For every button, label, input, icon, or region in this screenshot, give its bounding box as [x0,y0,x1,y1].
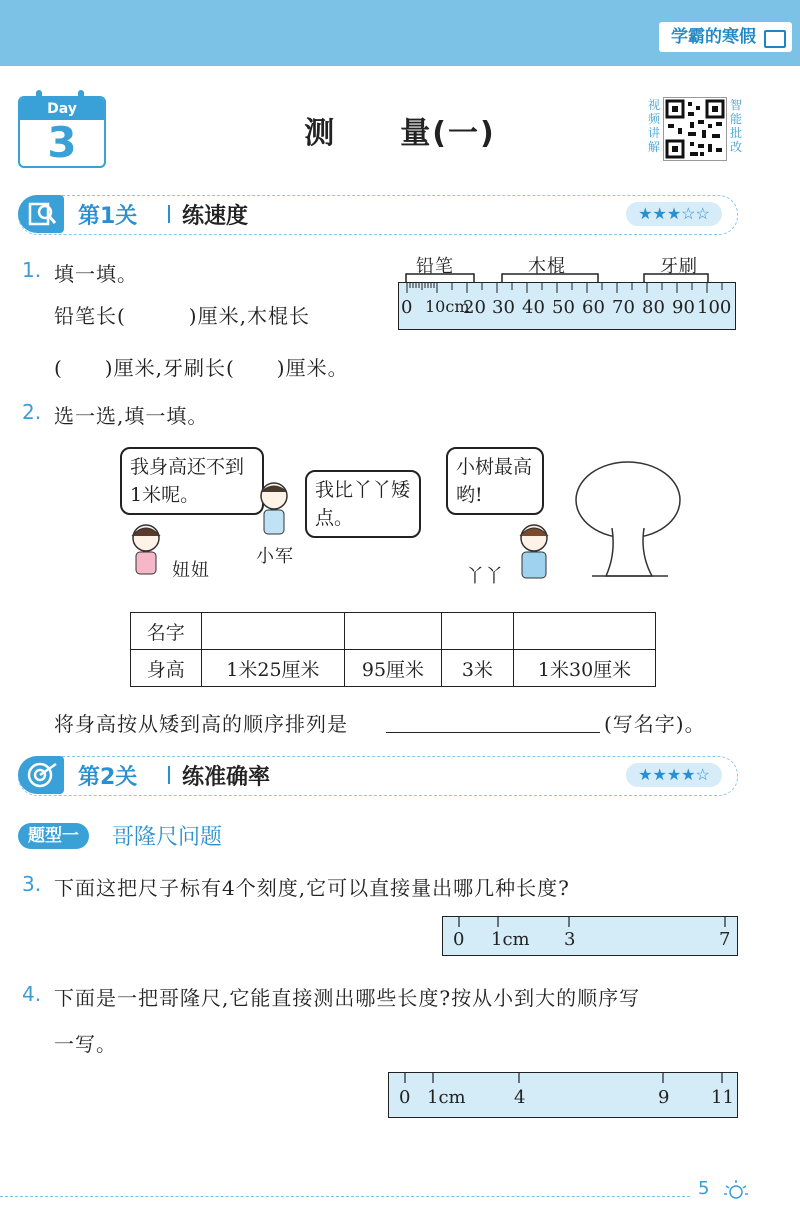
height-table [130,612,656,687]
ruler-number: 0 [401,297,413,318]
brand-label: 学霸的寒假 [659,22,792,52]
section1-icon [18,195,64,233]
table-row [131,650,656,687]
q1-ruler [398,282,736,330]
ruler-number: 1cm [491,929,530,950]
q3-prompt: 下面这把尺子标有4个刻度,它可以直接量出哪几种长度? [54,876,570,900]
day-badge [18,96,106,168]
order-sentence: 将身高按从矮到高的顺序排列是 [54,712,348,736]
ruler-number: 60 [582,297,605,318]
sun-icon [722,1178,750,1200]
section1-title: 练速度 [182,204,249,229]
order-sentence-end: (写名字)。 [604,712,706,736]
qr-right-caption: 智能批改 [729,98,742,154]
speech-bubble-yaya: 小树最高哟! [446,447,544,515]
ruler-number: 1cm [427,1087,466,1108]
q1-prompt: 填一填。 [54,262,138,286]
tree-illustration [572,458,684,580]
page-title: 测 量(一) [304,116,496,151]
ruler-number: 50 [552,297,575,318]
ruler-number: 80 [642,297,665,318]
name-xiaojun: 小军 [256,546,294,567]
q4-number: 4. [22,982,42,1006]
name-cell[interactable] [441,613,513,650]
speech-bubble-xiaojun: 我比丫丫矮点。 [305,470,421,538]
q1-line2: ( )厘米,牙刷长( )厘米。 [54,356,349,380]
speech-bubble-niuniu: 我身高还不到1米呢。 [120,447,264,515]
q4-prompt-cont: 一写。 [54,1032,117,1056]
q1-line1: 铅笔长( )厘米,木棍长 [54,304,310,328]
height-cell: 1米30厘米 [514,650,656,687]
ruler-number: 4 [514,1087,526,1108]
ruler-number: 100 [697,297,732,318]
ruler-number: 11 [711,1087,734,1108]
name-cell[interactable] [201,613,345,650]
section2-number: 第2关 [78,765,138,790]
book-icon [764,30,786,48]
section1-divider [168,205,170,223]
table-row [131,613,656,650]
q4-prompt: 下面是一把哥隆尺,它能直接测出哪些长度?按从小到大的顺序写 [54,986,641,1010]
qr-left-caption: 视频讲解 [647,98,660,154]
day-label: Day [20,98,104,120]
q1-number: 1. [22,258,42,282]
q4-ruler [388,1072,738,1118]
section2-divider [168,766,170,784]
ruler-number: 10cm [425,297,470,316]
answer-blank[interactable] [386,732,600,733]
topic-tag: 题型一 [18,823,89,849]
page-number: 5 [698,1178,710,1199]
table-header-height: 身高 [131,650,202,687]
q2-prompt: 选一选,填一填。 [54,404,209,428]
stick-label: 木棍 [528,256,566,277]
boy-xiaojun-illustration [252,480,298,540]
ruler-number: 9 [658,1087,670,1108]
section1-number: 第1关 [78,204,138,229]
ruler-number: 70 [612,297,635,318]
topic-name: 哥隆尺问题 [112,825,223,850]
q3-number: 3. [22,872,42,896]
day-number: 3 [47,118,77,167]
footer-divider [0,1196,690,1198]
girl-yaya-illustration [508,522,558,582]
ruler-number: 7 [719,929,731,950]
difficulty-stars: ★★★☆☆ [626,202,722,226]
ruler-number: 30 [492,297,515,318]
girl-niuniu-illustration [124,522,170,578]
section2-title: 练准确率 [182,765,271,790]
section2-icon [18,756,64,794]
height-cell: 95厘米 [345,650,441,687]
ruler-number: 0 [399,1087,411,1108]
height-cell: 3米 [441,650,513,687]
name-yaya: 丫丫 [466,566,504,587]
pencil-label: 铅笔 [416,256,454,277]
name-cell[interactable] [345,613,441,650]
ruler-number: 0 [453,929,465,950]
ruler-number: 20 [463,297,486,318]
toothbrush-label: 牙刷 [660,256,698,277]
qr-code-icon[interactable] [663,97,727,161]
height-cell: 1米25厘米 [201,650,345,687]
difficulty-stars: ★★★★☆ [626,763,722,787]
name-niuniu: 妞妞 [172,560,210,581]
ruler-number: 40 [522,297,545,318]
name-cell[interactable] [514,613,656,650]
ruler-number: 90 [672,297,695,318]
q2-number: 2. [22,400,42,424]
q3-ruler [442,916,738,956]
table-header-name: 名字 [131,613,202,650]
ruler-number: 3 [564,929,576,950]
